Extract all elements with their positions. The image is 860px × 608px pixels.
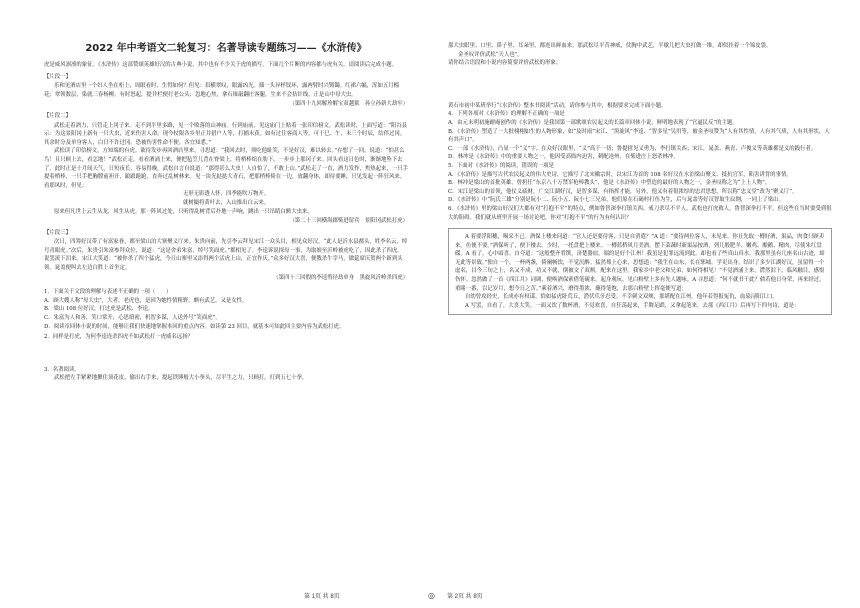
option-b: B．梁山 108 位好汉，打过虎是武松、李逵。 [44, 306, 154, 313]
question-text: 1．下面关于文段的理解与表述不正确的一项（ ） [44, 289, 172, 296]
page-number-right: 第 2页 共 8页 [447, 594, 483, 600]
option-c: C．宋江是梁山的首领，他仗义疏财，广交江湖好汉，是智多谋，有指挥才能，另外，他又有着很浓厚的忠君思想，所以称“忠义堂”改为“聚义厅”。 [448, 188, 798, 195]
reading-box [448, 228, 832, 315]
passage-text: 自幼曾攻经史，长成亦有权谋。恰如猛虎卧荒丘，潜伏爪牙忍受。不幸刺文双颊，那堪配在江州。他年若得报冤仇，血染浔阳江口。 [465, 294, 778, 301]
option-a: A．顾大嫂人称“母大虫”，大者，老虎也，是因为她性情粗野，颇有武艺，又是女性。 [44, 297, 248, 304]
question-text: 3．名著阅读。 [44, 366, 80, 373]
passage-source: （第四十三回假的李逵剪径劫单身 黑旋风沂岭杀四虎） [273, 274, 408, 281]
poem-line: 无形无影透人怀，四季能吹万物开。 [182, 191, 270, 198]
passage-text: 次日，四筹好汉带了有富家眷，都至梁山泊大寨聚义厅来。朱贵向前，先引李云拜见宋江一众头目，相见众好汉。“此人是沂水县都头，姓李名云，绰号青眼虎。”次后，朱贵引朱富参拜众位，说道：“这是舍弟朱富，绰号笑面虎。”都相见了。李逵诉说探母一事，为取娘至沂岭被虎吃了，因此杀了四虎。说罢流下泪来。宋江大笑道：“被你杀了四个猛虎，今日山寨里又添得两个活虎上山，正宜作庆。”众多好汉大喜，便教杀牛宰马，做筵席庆贺两个新到头领。晁盖便叫去左边白胜上首坐定。 [44, 239, 408, 272]
question-text: 4．下列各项对《水浒传》的理解不正确的一项是 [448, 111, 565, 118]
circle-icon: ◎ [428, 591, 435, 600]
passage-text: 黄石市初中某班举行“《水浒传》整本书阅读”活动，请你参与其中，根据要求完成下面小题。 [448, 102, 667, 109]
passage-text: A 着要浮阳穗，喝采不已。酒保上楼来问道：“官人还是要待客，只是自消遣？”A 道：“要待两位客人，未见来。你且先取一樽好酒，果品，肉食只顾卖来。鱼便不要。”酒保听了，便下楼去。少时，一托盘把上楼来。一樽蓝桥风月美酒，摆下菜蔬时新果品按酒，列几般肥羊、嫩鸡、酿鹅、精肉，尽使朱红盘碟。A 看了，心中暗喜，自夸道：“这般整齐肴馔，济楚器皿，端的是好个江州！我虽是犯罪远流到此，却也看了些真山真水。我那里虽有几座名山古迹，却无此等景致。”独自一个，一杯两盏，倚阑畅饮，不觉沉醉。猛然蓦上心来，思想道：“我生在山东，长在郓城，学吏出身，结识了多少江湖好汉，虽留得一个虚名，目今三旬之上，名又不成，功又不就，倒被文了双颊，配来在这里。我家乡中老父和兄弟，如何得相见！”不觉酒涌上来，潸然泪下。临风触目，感恨伤怀。忽然做了一首《西江月》词调，便唤酒保索借笔砚来。起身观玩，见白粉壁上多有先人题咏。A 寻思道：“何不就书于此？倘若他日身荣，再来经过，重睹一番，以记岁月，想今日之苦。”乘着酒兴，磨得墨浓，蘸得笔饱，去那白粉壁上挥毫便写道： [455, 234, 825, 292]
section-label: 【片段三】 [44, 229, 71, 236]
question-text: 5．下面对《水浒传》的阅读，错误的一项是 [448, 162, 554, 169]
page-title: 2022 年中考语文二轮复习：名著导读专题练习——《水浒传》 [85, 43, 367, 54]
passage-text: 武松读了印信榜文，方知端的有虎。欲待发步再回酒店里来，寻思道：“我回去时，须吃他耻笑，不是好汉，难以转去。”存想了一回，说道：“怕甚么鸟！且只顾上去，看怎地！”武松正走，看看酒涌上来，便把毡笠儿背在脊梁上，将梢棒绾在肋下，一步步上那冈子来。回头看这日色时，渐渐地坠下去了。此时正是十月间天气，日短夜长，容易得晚。武松自言自说道：“那得甚么大虫！人自怕了，不敢上山。”武松走了一直，酒力发作，焦热起来，一只手提着梢棒，一只手把胸膛前袒开，踉踉跄跄，直奔过乱树林来。见一块光挞挞大青石，把那梢棒倚在一边，放翻身体，却待要睡，只见发起一阵狂风来。看那风时，但见： [44, 148, 408, 189]
option-d: D．阅读章回体小说的时间，能够让我们快速地掌握本回的重点内容。如读第 23 回目，就基本可知此回主要内容为武松打虎。 [44, 323, 345, 330]
option-b: B．《水浒传》塑造了一大批栩栩如生的人物形象，如“及时雨”宋江、“黑旋风”李逵、“智多星”吴用等，被金圣叹赞为“人有其性情，人有其气质，人有其形状，人有其声口”。 [448, 128, 830, 144]
option-d: D．林冲是《水浒传》中的重要人物之一，他因受高衙内迫害，刺配沧州，在柴进庄上怒杀林冲。 [448, 154, 679, 161]
passage-text: 武松把左手紧紧地揪住顶花皮，偷出右手来，提起铁锤般大小拳头，尽平生之力，只顾打。打到五七十拳， [54, 375, 308, 382]
passage-text: 乐和见酒店里一个妇人坐在柜上，周眼看时，生得如何？但见：眉横翠叹，眼露凶光。插一头异样钗环，露两臂时兴钏镯。红裙六幅，浑如五月榴花；翠领数层，染就三春杨柳。有时怒起，提井栏便打老公头；忽地心焦，拿石锥敲翻庄客腿。生来不会拈针线，正是山中母大虫。 [44, 83, 400, 98]
passage-source: （第二十三回横海郡柴进留宾 景阳冈武松打虎） [289, 218, 408, 225]
passage-text: 金圣叹评价武松“天人也”。 [458, 51, 523, 58]
option-b: B．林冲是梁山的首批英雄，曾担任“东京八十万禁军枪棒教头”，他是《水浒传》中塑造的最好的人物之一，金圣叹称之为“上上人物”。 [448, 180, 771, 187]
passage-source: （第四十九回解珍解宝双越狱 孙立孙新大劫牢） [289, 101, 408, 108]
section-label: 【片段二】 [44, 112, 71, 119]
passage-text: 原来但凡世上云生从龙，风生从虎。那一阵风过处，只听得乱树背后扑地一声响，跳出一只吊睛白额大虫来。 [54, 208, 313, 215]
question-text: 2．同样是打虎，为何李逵连杀四虎不如武松打一虎威名远扬？ [44, 334, 193, 341]
question-text: 6．《水浒传》里的梁山好汉们大都有对“打抱不平”的特点，例如鲁智深拳打镇关西、戒刀杀尽不平人。武松也打虎救人，鲁智深拳打不平，但这些在当时要受到很大的阻碍。我们就从班里开展一场讨论吧，你对“打抱不平”的行为有何认识？ [448, 205, 832, 221]
question-text: 请你结合语段和小说内容简要评价武松的形象。 [448, 60, 562, 67]
option-a: A．《水浒传》是描写古代农民起义的伟大史诗，它描写了北宋徽宗时，以宋江为首的 108 名好汉在水泊梁山聚义、抵抗官军，陷害讲背的事情。 [448, 171, 792, 178]
intro-text: 虎是威风凛凛的象征。《水浒传》这部赞颂英雄好汉的古典小说，其中也有不少关于虎的描写。下面几个片断的内容都与虎有关，请阅读后完成小题。 [44, 62, 398, 68]
option-d: D．《水浒传》中“阮氏三雄”分别是阮小二、阮小五、阮小七三兄弟，他们原在石碣村打鱼为生，后与晁盖等好汉智取生辰纲，一同上了梁山。 [448, 197, 784, 204]
option-c: C．一部《水浒传》，凸显一个“义”字。在众好汉眼里，“义”高于一切；鲁提辖见义勇为，李打镇关西；宋江，晁盖、燕青、卢俊义等英雄都是义的践行者。 [448, 145, 817, 152]
option-a: A．由元末明初施耐庵创作的《水浒传》是我国第一部歌颂农民起义的长篇章回体小说，鲜明地表现了“官逼民反”的主题。 [448, 119, 738, 126]
passage-text: 那大虫眼里、口里、鼻子里、耳朵里，都迸出鲜血来。那武松尽平昔神威，仗胸中武艺，半歇儿把大虫打做一堆，却似挂着一个锦皮袋。 [448, 43, 772, 49]
passage-text: A 写罢，自看了，大喜大笑。一面又饮了数杯酒，不觉欢喜，自狂荡起来，手舞足蹈，又拿起笔来，去那《西江月》后再写下四句诗，道是： [465, 302, 800, 309]
poem-line: 就树撮将黄叶去，入山推出白云来。 [182, 199, 270, 206]
page-number-left: 第 1页 共 8页 [304, 594, 340, 600]
page-right [430, 0, 860, 608]
passage-text: 武松走着酒力，只管走上冈子来。走不到半里多路，见一个败落的山神庙。行到庙前，见这庙门上贴着一张印信榜文。武松读时，上面写道：“阳谷县示：为这景阳冈上新有一只大虫，近来伤害人命。现今杖限各乡里正并猎户人等，打捕未获。如有过往客商人等，可于巳、午、未三个时辰，结伴过冈。其余时分及单身客人，白日不许过冈。恐被伤害性命不便。各宜知悉。” [44, 122, 408, 146]
option-c: C．朱富为人和善，笑口常开，心思缜密，机智多谋，人送外号“笑面虎”。 [44, 315, 221, 322]
section-label: 【片段一】 [44, 73, 71, 80]
